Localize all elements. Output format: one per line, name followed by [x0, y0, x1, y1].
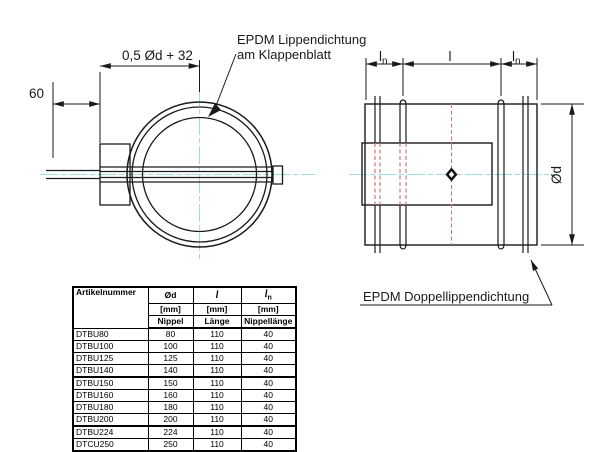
article-table-wrapper	[72, 286, 295, 450]
unit-cell: [mm]	[241, 304, 296, 316]
cell-nipple: 40	[241, 353, 296, 365]
cell-length: 110	[193, 426, 241, 439]
table-row	[73, 353, 296, 365]
cell-article: DTBU200	[73, 414, 148, 427]
side-view	[349, 96, 556, 253]
cell-length: 110	[193, 402, 241, 414]
table-row	[73, 377, 296, 390]
cell-diameter: 224	[148, 426, 193, 439]
cell-diameter: 250	[148, 439, 193, 452]
cell-length: 110	[193, 414, 241, 427]
header-diameter: Ød	[148, 287, 193, 304]
table-row	[73, 341, 296, 353]
label-l: l	[512, 49, 515, 64]
cell-diameter: 200	[148, 414, 193, 427]
cell-article: DTBU150	[73, 377, 148, 390]
cell-article: DTBU100	[73, 341, 148, 353]
double-lip-seal-callout: EPDM Doppellippendichtung	[363, 289, 530, 304]
cell-article: DTBU224	[73, 426, 148, 439]
cell-nipple: 40	[241, 377, 296, 390]
unit-cell: [mm]	[193, 304, 241, 316]
cell-article: DTCU250	[73, 439, 148, 452]
cell-diameter: 100	[148, 341, 193, 353]
front-view-dimensions	[53, 54, 236, 158]
dim-width-label: 0,5 Ød + 32	[122, 48, 193, 63]
leader-line	[214, 54, 236, 111]
cell-nipple: 40	[241, 402, 296, 414]
table-row	[73, 365, 296, 378]
cell-nipple: 40	[241, 439, 296, 452]
cell-length: 110	[193, 328, 241, 341]
cell-length: 110	[193, 377, 241, 390]
cell-diameter: 140	[148, 365, 193, 378]
table-header-row-names	[73, 287, 296, 304]
cell-diameter: 160	[148, 390, 193, 402]
cell-article: DTBU160	[73, 390, 148, 402]
cell-diameter: 80	[148, 328, 193, 341]
cell-length: 110	[193, 353, 241, 365]
cell-length: 110	[193, 390, 241, 402]
cell-diameter: 150	[148, 377, 193, 390]
subheader-nippel: Nippel	[148, 316, 193, 329]
header-length-symbol: l	[215, 289, 219, 301]
cell-nipple: 40	[241, 328, 296, 341]
cell-diameter: 180	[148, 402, 193, 414]
header-artikelnummer: Artikelnummer	[73, 287, 148, 328]
dim-offset-label: 60	[29, 86, 45, 101]
cell-length: 110	[193, 365, 241, 378]
table-row	[73, 426, 296, 439]
table-row	[73, 390, 296, 402]
cell-nipple: 40	[241, 341, 296, 353]
table-row	[73, 402, 296, 414]
header-length	[193, 287, 241, 304]
unit-cell: [mm]	[148, 304, 193, 316]
table-row	[73, 439, 296, 452]
subheader-laenge: Länge	[193, 316, 241, 329]
cell-nipple: 40	[241, 390, 296, 402]
dim-l-label: l	[448, 49, 452, 64]
lip-seal-callout-line1: EPDM Lippendichtung	[237, 32, 367, 47]
cell-length: 110	[193, 439, 241, 452]
lip-seal-callout-line2: am Klappenblatt	[237, 47, 331, 62]
front-view	[40, 88, 315, 262]
cell-diameter: 125	[148, 353, 193, 365]
cell-article: DTBU140	[73, 365, 148, 378]
subheader-nippellaenge: Nippellänge	[241, 316, 296, 329]
article-table	[72, 286, 297, 452]
label-n-sub: n	[382, 56, 388, 67]
dim-diameter-label: Ød	[549, 165, 564, 185]
label-n-sub: n	[515, 56, 521, 67]
header-ln-symbol: l	[264, 288, 268, 300]
cell-nipple: 40	[241, 414, 296, 427]
label-l: l	[379, 49, 382, 64]
table-row	[73, 414, 296, 427]
header-nipple-length	[241, 287, 296, 304]
header-ln-subscript: n	[267, 294, 272, 302]
callout-leader	[531, 260, 552, 305]
cell-length: 110	[193, 341, 241, 353]
cell-article: DTBU125	[73, 353, 148, 365]
cell-article: DTBU180	[73, 402, 148, 414]
cell-nipple: 40	[241, 365, 296, 378]
cell-nipple: 40	[241, 426, 296, 439]
cell-article: DTBU80	[73, 328, 148, 341]
table-row	[73, 328, 296, 341]
